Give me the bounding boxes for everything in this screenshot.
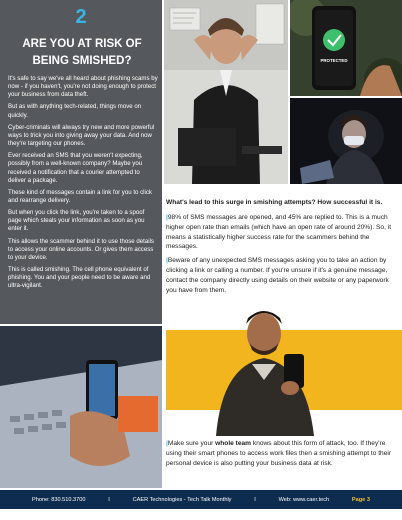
footer-company: CAER Technologies - Tech Talk Monthly [132,496,232,503]
man-phone-photo [166,300,402,436]
phone-screen-text: PROTECTED [320,58,348,63]
text-before: Make sure your [167,440,216,447]
left-paragraph: This is called smishing. The cell phone equivalent of phishing. You and your people need to be aware and ultra-vigilant. [8,266,151,290]
left-paragraph: Cyber-criminals will always try new and more powerful ways to trick you into giving away your data. And now they're targeting our phones. [8,123,155,148]
protected-phone-photo [290,0,402,96]
left-paragraph: But when you click the link, you're taken to a spoof page which steals your information as soon as you enter it. [8,209,145,233]
accent-bar: | [166,257,168,265]
team-awareness-paragraph [166,439,396,468]
accent-bar: | [166,214,168,221]
question-heading: What's lead to this surge in smishing attempts? How successful it is. [166,199,383,206]
right-paragraph [166,256,396,295]
stressed-man-photo [164,0,288,184]
paragraph-text: Beware of any unexpected SMS messages asking you to take an action by clicking a link or calling a number. If you're unsure if it's a genuine message, contact the company directly using details on their website or any paperwork you have from them. [166,257,389,294]
footer-phone: Phone: 830.510.3700 [32,496,86,503]
left-paragraph: But as with anything tech-related, things move on quickly. [8,103,142,119]
footer-separator: I [108,496,110,503]
left-column [0,0,162,324]
woman-laptop-photo [290,98,402,184]
left-paragraph: These kind of messages contain a link for you to click and rearrange delivery. [8,188,152,204]
footer-page-number: Page 3 [351,496,370,503]
left-paragraph: Ever received an SMS that you weren't expecting, possibly from a well-known company? Maybe you received a notification that a courier attempted to deliver a package. [8,152,143,184]
footer-separator: I [254,496,256,503]
page-footer [0,490,402,509]
article-headline: ARE YOU AT RISK OF BEING SMISHED? [22,38,142,67]
paragraph-text: 98% of SMS messages are opened, and 45% are replied to. This is a much higher open rate than emails (which have an open rate of around 20%). So, it means a statistically higher success rate for the scammers behind the messages. [166,214,392,251]
bold-text: whole team [215,440,252,447]
accent-bar: | [166,440,168,447]
section-number: 2 [75,6,87,28]
footer-web-link[interactable]: Web: www.caer.tech [278,496,330,503]
left-body-text [8,75,158,295]
left-paragraph: This allows the scammer behind it to use those details to access your online accounts. Or gives them access to your device. [8,237,154,261]
text-after: knows about this form of attack, too. If they're using their smart phones to access work files then a smishing attempt to their personal device is also putting your business data at risk. [166,440,392,467]
left-paragraph: It's safe to say we've all heard about phishing scams by now - if you haven't, you're not doing enough to protect your business from data theft. [8,75,158,99]
right-paragraph [166,213,396,252]
laptop-phone-photo [0,326,162,488]
right-text-block [166,198,396,299]
